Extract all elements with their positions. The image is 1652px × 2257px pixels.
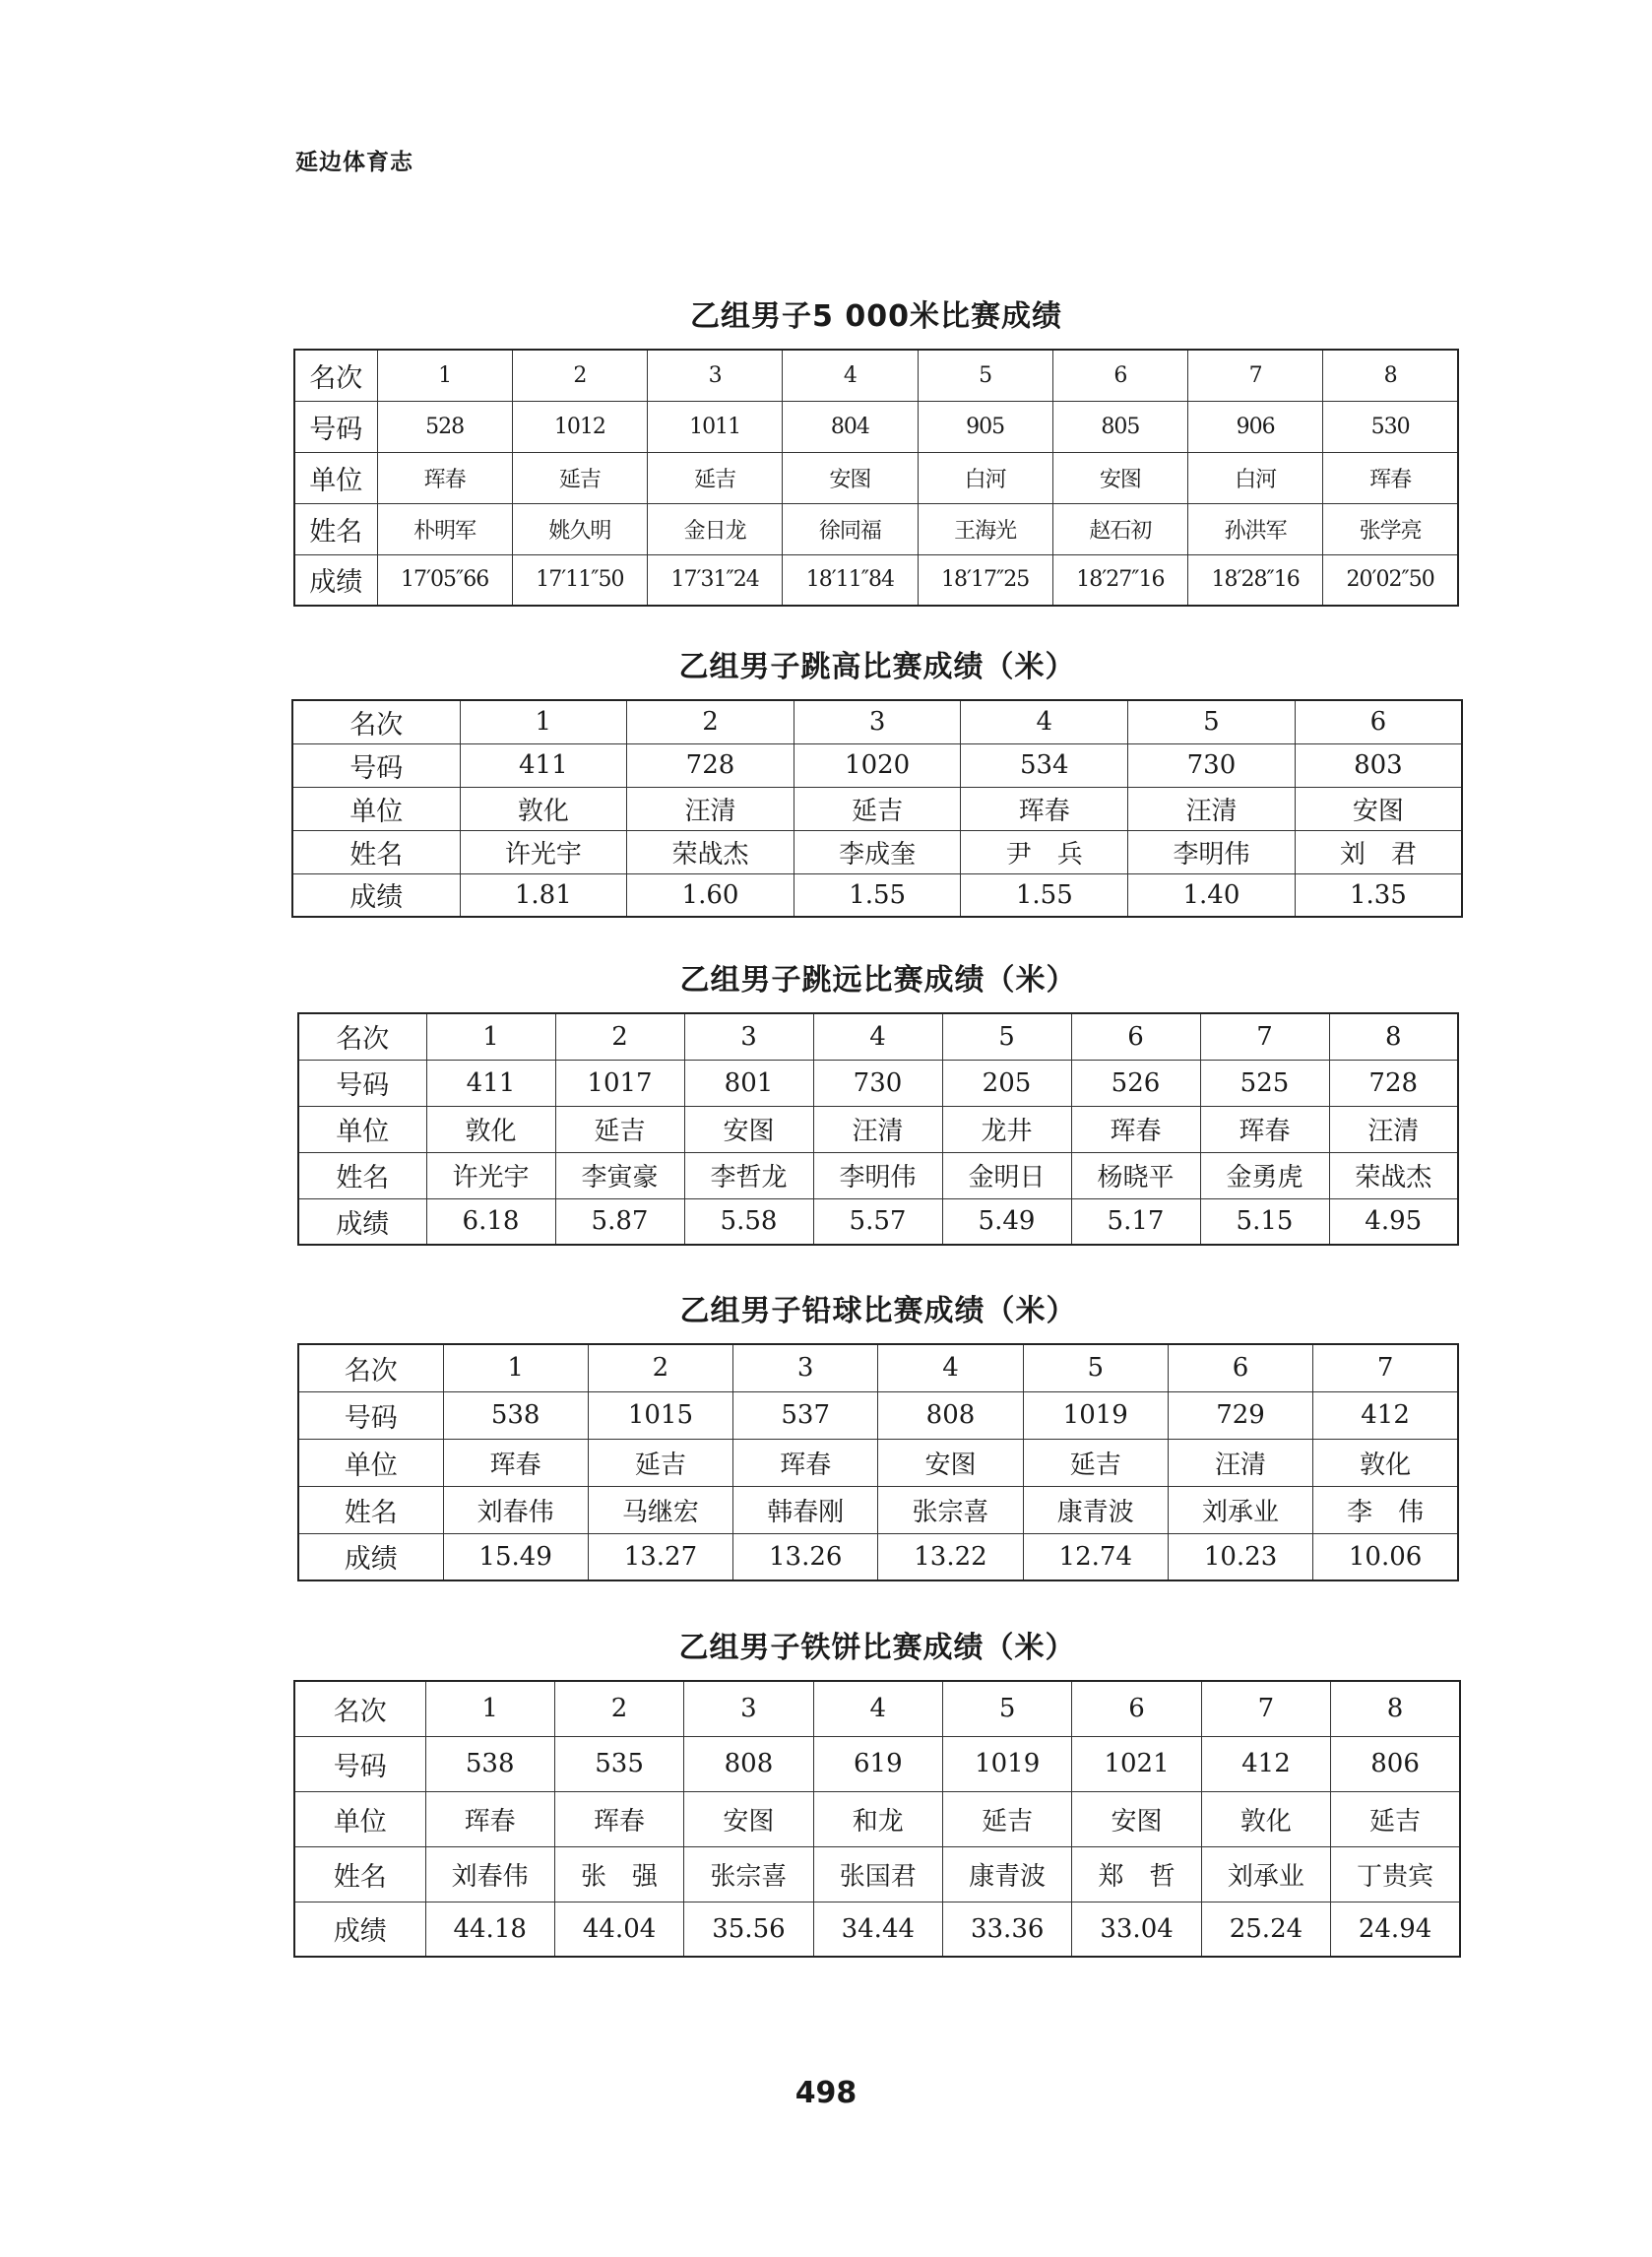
table-cell: 李成奎 bbox=[794, 830, 961, 873]
table-cell: 5 bbox=[1128, 700, 1296, 743]
table-cell: 18′11″84 bbox=[783, 554, 918, 606]
results-table bbox=[297, 1012, 1459, 1246]
table-cell: 安图 bbox=[1072, 1791, 1201, 1846]
table-cell: 35.56 bbox=[684, 1902, 813, 1957]
table-block-long-jump bbox=[297, 955, 1459, 1246]
table-cell: 411 bbox=[426, 1060, 555, 1106]
row-label: 成绩 bbox=[294, 1902, 425, 1957]
table-cell: 17′31″24 bbox=[648, 554, 783, 606]
table-cell: 1.60 bbox=[627, 873, 794, 917]
table-cell: 姚久明 bbox=[512, 503, 647, 554]
table-row bbox=[292, 700, 1462, 743]
row-label: 号码 bbox=[298, 1060, 426, 1106]
table-cell: 珲春 bbox=[733, 1439, 878, 1486]
table-cell: 1 bbox=[460, 700, 627, 743]
table-cell: 汪清 bbox=[1128, 787, 1296, 830]
row-label: 姓名 bbox=[294, 503, 377, 554]
row-label: 单位 bbox=[294, 1791, 425, 1846]
table-cell: 敦化 bbox=[1313, 1439, 1458, 1486]
table-cell: 4.95 bbox=[1329, 1198, 1458, 1245]
table-row bbox=[298, 1344, 1458, 1391]
table-cell: 安图 bbox=[684, 1106, 813, 1152]
table-cell: 李 伟 bbox=[1313, 1486, 1458, 1533]
table-cell: 808 bbox=[878, 1391, 1023, 1439]
table-cell: 荣战杰 bbox=[1329, 1152, 1458, 1198]
table-cell: 龙井 bbox=[942, 1106, 1071, 1152]
results-table bbox=[293, 1680, 1461, 1958]
table-cell: 汪清 bbox=[627, 787, 794, 830]
table-row bbox=[294, 1791, 1460, 1846]
table-block-5000m bbox=[293, 291, 1459, 607]
table-cell: 13.26 bbox=[733, 1533, 878, 1580]
table-cell: 1 bbox=[425, 1681, 554, 1736]
table-cell: 534 bbox=[961, 743, 1128, 787]
table-row bbox=[298, 1106, 1458, 1152]
table-cell: 珲春 bbox=[554, 1791, 683, 1846]
table-cell: 珲春 bbox=[961, 787, 1128, 830]
table-cell: 徐同福 bbox=[783, 503, 918, 554]
table-cell: 赵石初 bbox=[1052, 503, 1187, 554]
table-cell: 728 bbox=[1329, 1060, 1458, 1106]
table-cell: 延吉 bbox=[1331, 1791, 1460, 1846]
table-cell: 延吉 bbox=[1023, 1439, 1168, 1486]
table-cell: 205 bbox=[942, 1060, 1071, 1106]
table-cell: 18′17″25 bbox=[918, 554, 1052, 606]
table-row bbox=[294, 401, 1458, 452]
table-cell: 张 强 bbox=[554, 1846, 683, 1902]
row-label: 名次 bbox=[298, 1013, 426, 1060]
table-cell: 8 bbox=[1329, 1013, 1458, 1060]
table-cell: 李明伟 bbox=[1128, 830, 1296, 873]
table-cell: 729 bbox=[1168, 1391, 1312, 1439]
table-cell: 2 bbox=[627, 700, 794, 743]
table-cell: 和龙 bbox=[813, 1791, 942, 1846]
table-cell: 6 bbox=[1295, 700, 1462, 743]
row-label: 姓名 bbox=[294, 1846, 425, 1902]
row-label: 号码 bbox=[292, 743, 460, 787]
table-title: 乙组男子跳高比赛成绩（米） bbox=[678, 650, 1076, 684]
table-cell: 1 bbox=[377, 350, 512, 401]
table-cell: 526 bbox=[1071, 1060, 1200, 1106]
table-cell: 4 bbox=[783, 350, 918, 401]
table-cell: 安图 bbox=[878, 1439, 1023, 1486]
table-cell: 906 bbox=[1188, 401, 1323, 452]
row-label: 名次 bbox=[294, 1681, 425, 1736]
table-row bbox=[292, 830, 1462, 873]
table-cell: 13.22 bbox=[878, 1533, 1023, 1580]
table-row bbox=[298, 1391, 1458, 1439]
table-cell: 3 bbox=[648, 350, 783, 401]
table-cell: 20′02″50 bbox=[1323, 554, 1458, 606]
table-cell: 8 bbox=[1331, 1681, 1460, 1736]
table-cell: 25.24 bbox=[1201, 1902, 1330, 1957]
table-cell: 803 bbox=[1295, 743, 1462, 787]
table-cell: 延吉 bbox=[555, 1106, 684, 1152]
table-cell: 2 bbox=[554, 1681, 683, 1736]
table-cell: 1.81 bbox=[460, 873, 627, 917]
table-row bbox=[294, 503, 1458, 554]
table-block-shot-put bbox=[297, 1286, 1459, 1581]
table-cell: 汪清 bbox=[813, 1106, 942, 1152]
table-cell: 5.57 bbox=[813, 1198, 942, 1245]
table-cell: 李哲龙 bbox=[684, 1152, 813, 1198]
table-row bbox=[294, 350, 1458, 401]
results-table bbox=[297, 1343, 1459, 1581]
table-row bbox=[294, 554, 1458, 606]
table-cell: 1012 bbox=[512, 401, 647, 452]
table-cell: 安图 bbox=[1295, 787, 1462, 830]
table-cell: 804 bbox=[783, 401, 918, 452]
table-cell: 6 bbox=[1071, 1013, 1200, 1060]
table-row bbox=[294, 1902, 1460, 1957]
table-row bbox=[294, 452, 1458, 503]
table-cell: 白河 bbox=[1188, 452, 1323, 503]
table-cell: 6 bbox=[1168, 1344, 1312, 1391]
table-cell: 珲春 bbox=[1200, 1106, 1329, 1152]
table-cell: 44.04 bbox=[554, 1902, 683, 1957]
table-cell: 411 bbox=[460, 743, 627, 787]
table-cell: 18′27″16 bbox=[1052, 554, 1187, 606]
table-cell: 3 bbox=[794, 700, 961, 743]
table-cell: 4 bbox=[878, 1344, 1023, 1391]
table-cell: 10.06 bbox=[1313, 1533, 1458, 1580]
row-label: 成绩 bbox=[292, 873, 460, 917]
table-cell: 5.15 bbox=[1200, 1198, 1329, 1245]
table-cell: 金日龙 bbox=[648, 503, 783, 554]
table-cell: 延吉 bbox=[512, 452, 647, 503]
page-number: 498 bbox=[794, 2076, 858, 2110]
table-block-discus bbox=[293, 1623, 1461, 1958]
table-row bbox=[298, 1060, 1458, 1106]
table-cell: 敦化 bbox=[460, 787, 627, 830]
table-cell: 丁贵宾 bbox=[1331, 1846, 1460, 1902]
results-table bbox=[293, 349, 1459, 607]
table-cell: 5 bbox=[918, 350, 1052, 401]
table-cell: 4 bbox=[813, 1681, 942, 1736]
row-label: 名次 bbox=[294, 350, 377, 401]
table-cell: 3 bbox=[684, 1681, 813, 1736]
table-title: 乙组男子5 000米比赛成绩 bbox=[690, 299, 1062, 334]
table-row bbox=[294, 1681, 1460, 1736]
table-cell: 康青波 bbox=[1023, 1486, 1168, 1533]
table-cell: 5 bbox=[1023, 1344, 1168, 1391]
table-cell: 2 bbox=[555, 1013, 684, 1060]
row-label: 单位 bbox=[294, 452, 377, 503]
table-cell: 33.04 bbox=[1072, 1902, 1201, 1957]
row-label: 单位 bbox=[298, 1439, 443, 1486]
table-cell: 王海光 bbox=[918, 503, 1052, 554]
table-cell: 4 bbox=[813, 1013, 942, 1060]
table-cell: 805 bbox=[1052, 401, 1187, 452]
table-cell: 1011 bbox=[648, 401, 783, 452]
table-cell: 4 bbox=[961, 700, 1128, 743]
table-cell: 1.35 bbox=[1295, 873, 1462, 917]
table-cell: 韩春刚 bbox=[733, 1486, 878, 1533]
table-row bbox=[298, 1533, 1458, 1580]
table-cell: 5.49 bbox=[942, 1198, 1071, 1245]
table-cell: 44.18 bbox=[425, 1902, 554, 1957]
table-cell: 806 bbox=[1331, 1736, 1460, 1791]
table-title: 乙组男子铁饼比赛成绩（米） bbox=[678, 1631, 1076, 1665]
table-cell: 6.18 bbox=[426, 1198, 555, 1245]
table-cell: 康青波 bbox=[943, 1846, 1072, 1902]
table-cell: 珲春 bbox=[1071, 1106, 1200, 1152]
table-cell: 15.49 bbox=[443, 1533, 588, 1580]
table-block-high-jump bbox=[291, 642, 1463, 918]
row-label: 成绩 bbox=[298, 1198, 426, 1245]
table-cell: 张宗喜 bbox=[684, 1846, 813, 1902]
table-cell: 6 bbox=[1052, 350, 1187, 401]
table-cell: 1.55 bbox=[794, 873, 961, 917]
table-row bbox=[294, 1846, 1460, 1902]
table-cell: 619 bbox=[813, 1736, 942, 1791]
table-cell: 1 bbox=[443, 1344, 588, 1391]
table-cell: 12.74 bbox=[1023, 1533, 1168, 1580]
table-cell: 1015 bbox=[588, 1391, 732, 1439]
table-cell: 张宗喜 bbox=[878, 1486, 1023, 1533]
table-cell: 珲春 bbox=[425, 1791, 554, 1846]
table-cell: 905 bbox=[918, 401, 1052, 452]
row-label: 单位 bbox=[298, 1106, 426, 1152]
table-cell: 1.40 bbox=[1128, 873, 1296, 917]
table-cell: 5.87 bbox=[555, 1198, 684, 1245]
table-cell: 安图 bbox=[684, 1791, 813, 1846]
table-cell: 1019 bbox=[1023, 1391, 1168, 1439]
table-cell: 730 bbox=[813, 1060, 942, 1106]
table-cell: 5 bbox=[943, 1681, 1072, 1736]
table-title: 乙组男子铅球比赛成绩（米） bbox=[679, 1294, 1077, 1328]
table-cell: 1019 bbox=[943, 1736, 1072, 1791]
table-cell: 杨晓平 bbox=[1071, 1152, 1200, 1198]
row-label: 单位 bbox=[292, 787, 460, 830]
row-label: 号码 bbox=[298, 1391, 443, 1439]
table-row bbox=[294, 1736, 1460, 1791]
row-label: 号码 bbox=[294, 401, 377, 452]
table-cell: 2 bbox=[588, 1344, 732, 1391]
table-cell: 刘春伟 bbox=[443, 1486, 588, 1533]
table-cell: 延吉 bbox=[794, 787, 961, 830]
table-cell: 延吉 bbox=[943, 1791, 1072, 1846]
table-cell: 5.17 bbox=[1071, 1198, 1200, 1245]
table-cell: 7 bbox=[1201, 1681, 1330, 1736]
table-row bbox=[298, 1013, 1458, 1060]
table-cell: 孙洪军 bbox=[1188, 503, 1323, 554]
table-cell: 张国君 bbox=[813, 1846, 942, 1902]
table-cell: 郑 哲 bbox=[1072, 1846, 1201, 1902]
table-cell: 马继宏 bbox=[588, 1486, 732, 1533]
table-cell: 汪清 bbox=[1168, 1439, 1312, 1486]
table-cell: 1.55 bbox=[961, 873, 1128, 917]
table-cell: 金明日 bbox=[942, 1152, 1071, 1198]
table-cell: 13.27 bbox=[588, 1533, 732, 1580]
table-cell: 538 bbox=[443, 1391, 588, 1439]
table-row bbox=[298, 1152, 1458, 1198]
table-cell: 18′28″16 bbox=[1188, 554, 1323, 606]
results-table bbox=[291, 699, 1463, 918]
table-cell: 412 bbox=[1313, 1391, 1458, 1439]
table-cell: 延吉 bbox=[588, 1439, 732, 1486]
table-cell: 金勇虎 bbox=[1200, 1152, 1329, 1198]
table-cell: 530 bbox=[1323, 401, 1458, 452]
running-head: 延边体育志 bbox=[295, 150, 413, 175]
table-cell: 801 bbox=[684, 1060, 813, 1106]
table-cell: 17′11″50 bbox=[512, 554, 647, 606]
table-cell: 5.58 bbox=[684, 1198, 813, 1245]
table-title: 乙组男子跳远比赛成绩（米） bbox=[679, 963, 1077, 998]
table-row bbox=[298, 1486, 1458, 1533]
table-cell: 10.23 bbox=[1168, 1533, 1312, 1580]
table-cell: 珲春 bbox=[443, 1439, 588, 1486]
table-cell: 730 bbox=[1128, 743, 1296, 787]
table-cell: 珲春 bbox=[377, 452, 512, 503]
table-cell: 白河 bbox=[918, 452, 1052, 503]
table-cell: 张学亮 bbox=[1323, 503, 1458, 554]
table-cell: 6 bbox=[1072, 1681, 1201, 1736]
row-label: 姓名 bbox=[298, 1486, 443, 1533]
table-cell: 刘春伟 bbox=[425, 1846, 554, 1902]
table-row bbox=[298, 1198, 1458, 1245]
table-row bbox=[298, 1439, 1458, 1486]
row-label: 姓名 bbox=[292, 830, 460, 873]
table-cell: 许光宇 bbox=[460, 830, 627, 873]
table-cell: 延吉 bbox=[648, 452, 783, 503]
table-cell: 1021 bbox=[1072, 1736, 1201, 1791]
table-cell: 17′05″66 bbox=[377, 554, 512, 606]
table-cell: 汪清 bbox=[1329, 1106, 1458, 1152]
table-cell: 538 bbox=[425, 1736, 554, 1791]
row-label: 成绩 bbox=[298, 1533, 443, 1580]
row-label: 名次 bbox=[292, 700, 460, 743]
table-cell: 34.44 bbox=[813, 1902, 942, 1957]
row-label: 成绩 bbox=[294, 554, 377, 606]
table-cell: 2 bbox=[512, 350, 647, 401]
table-cell: 7 bbox=[1313, 1344, 1458, 1391]
table-cell: 808 bbox=[684, 1736, 813, 1791]
table-cell: 刘承业 bbox=[1201, 1846, 1330, 1902]
table-cell: 8 bbox=[1323, 350, 1458, 401]
table-cell: 7 bbox=[1200, 1013, 1329, 1060]
table-cell: 李寅豪 bbox=[555, 1152, 684, 1198]
table-cell: 1017 bbox=[555, 1060, 684, 1106]
table-cell: 535 bbox=[554, 1736, 683, 1791]
table-cell: 安图 bbox=[783, 452, 918, 503]
table-cell: 1020 bbox=[794, 743, 961, 787]
table-cell: 尹 兵 bbox=[961, 830, 1128, 873]
table-cell: 3 bbox=[733, 1344, 878, 1391]
table-cell: 33.36 bbox=[943, 1902, 1072, 1957]
table-cell: 528 bbox=[377, 401, 512, 452]
table-cell: 敦化 bbox=[426, 1106, 555, 1152]
row-label: 姓名 bbox=[298, 1152, 426, 1198]
table-cell: 7 bbox=[1188, 350, 1323, 401]
row-label: 号码 bbox=[294, 1736, 425, 1791]
table-cell: 5 bbox=[942, 1013, 1071, 1060]
table-cell: 24.94 bbox=[1331, 1902, 1460, 1957]
table-row bbox=[292, 743, 1462, 787]
table-cell: 刘 君 bbox=[1295, 830, 1462, 873]
table-cell: 537 bbox=[733, 1391, 878, 1439]
table-cell: 李明伟 bbox=[813, 1152, 942, 1198]
table-cell: 3 bbox=[684, 1013, 813, 1060]
table-cell: 许光宇 bbox=[426, 1152, 555, 1198]
table-cell: 刘承业 bbox=[1168, 1486, 1312, 1533]
table-cell: 525 bbox=[1200, 1060, 1329, 1106]
table-cell: 安图 bbox=[1052, 452, 1187, 503]
table-cell: 珲春 bbox=[1323, 452, 1458, 503]
table-cell: 敦化 bbox=[1201, 1791, 1330, 1846]
table-cell: 728 bbox=[627, 743, 794, 787]
table-row bbox=[292, 787, 1462, 830]
table-cell: 朴明军 bbox=[377, 503, 512, 554]
table-cell: 1 bbox=[426, 1013, 555, 1060]
row-label: 名次 bbox=[298, 1344, 443, 1391]
table-row bbox=[292, 873, 1462, 917]
table-cell: 412 bbox=[1201, 1736, 1330, 1791]
table-cell: 荣战杰 bbox=[627, 830, 794, 873]
